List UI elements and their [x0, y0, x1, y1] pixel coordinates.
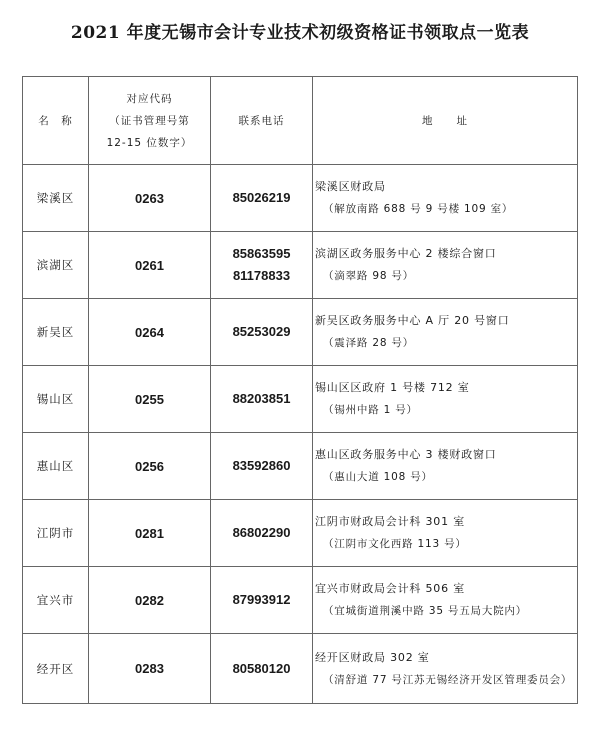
row-address-line2: （清舒道 77 号江苏无锡经济开发区管理委员会）	[323, 673, 573, 686]
row-name: 锡山区	[23, 366, 89, 433]
table-row	[23, 366, 578, 433]
table-row	[23, 299, 578, 366]
header-code	[89, 77, 211, 165]
row-address	[313, 567, 578, 634]
row-phone-1: 85253029	[232, 324, 291, 339]
row-address	[313, 232, 578, 299]
row-address	[313, 500, 578, 567]
row-address-line2: （宜城街道荆溪中路 35 号五局大院内）	[323, 605, 528, 617]
row-code: 0255	[89, 366, 211, 433]
row-address-line1: 锡山区区政府 1 号楼 712 室	[315, 381, 470, 394]
row-address-line2: （滴翠路 98 号）	[323, 270, 415, 282]
row-code: 0282	[89, 567, 211, 634]
row-address-line2: （江阴市文化西路 113 号）	[323, 538, 467, 550]
row-address-line2: （锡州中路 1 号）	[323, 404, 418, 416]
row-address	[313, 634, 578, 704]
row-address-line1: 新吴区政务服务中心 A 厅 20 号窗口	[315, 314, 510, 327]
row-name: 江阴市	[23, 500, 89, 567]
row-phone-1: 86802290	[232, 525, 291, 540]
document-title: 2021 年度无锡市会计专业技术初级资格证书领取点一览表	[70, 23, 530, 43]
row-code: 0264	[89, 299, 211, 366]
row-code: 0263	[89, 165, 211, 232]
row-address-line2: （震泽路 28 号）	[323, 337, 415, 349]
pickup-points-table	[22, 76, 578, 704]
row-phone	[211, 366, 313, 433]
row-address-line1: 惠山区政务服务中心 3 楼财政窗口	[315, 448, 497, 461]
row-address-line1: 江阴市财政局会计科 301 室	[315, 515, 465, 528]
header-code-line1: 对应代码	[126, 92, 173, 105]
row-phone	[211, 567, 313, 634]
row-phone	[211, 634, 313, 704]
row-code: 0283	[89, 634, 211, 704]
table-row	[23, 433, 578, 500]
row-address	[313, 366, 578, 433]
row-address-line2: （解放南路 688 号 9 号楼 109 室）	[323, 203, 514, 215]
row-name: 经开区	[23, 634, 89, 704]
row-address	[313, 299, 578, 366]
row-address-line1: 滨湖区政务服务中心 2 楼综合窗口	[315, 247, 497, 260]
header-code-line3: 12-15 位数字）	[106, 136, 193, 149]
table-row	[23, 634, 578, 704]
row-name: 梁溪区	[23, 165, 89, 232]
header-name: 名 称	[23, 77, 89, 165]
row-phone	[211, 165, 313, 232]
row-phone-1: 87993912	[232, 592, 291, 607]
header-phone: 联系电话	[211, 77, 313, 165]
row-address-line1: 宜兴市财政局会计科 506 室	[315, 582, 465, 595]
table-row	[23, 165, 578, 232]
row-name: 新吴区	[23, 299, 89, 366]
row-phone	[211, 500, 313, 567]
row-phone	[211, 299, 313, 366]
table-row	[23, 567, 578, 634]
row-phone	[211, 232, 313, 299]
row-code: 0281	[89, 500, 211, 567]
row-phone-2: 81178833	[232, 268, 291, 283]
row-code: 0261	[89, 232, 211, 299]
row-phone-1: 85026219	[232, 190, 291, 205]
header-code-line2: （证书管理号第	[109, 114, 190, 127]
row-phone	[211, 433, 313, 500]
table-header-row	[23, 77, 578, 165]
row-phone-1: 83592860	[232, 458, 291, 473]
row-address-line1: 梁溪区财政局	[315, 180, 386, 193]
row-code: 0256	[89, 433, 211, 500]
row-phone-1: 85863595	[232, 246, 291, 261]
header-address: 地 址	[313, 77, 578, 165]
row-name: 滨湖区	[23, 232, 89, 299]
row-name: 惠山区	[23, 433, 89, 500]
table-row	[23, 232, 578, 299]
row-phone-1: 80580120	[232, 660, 291, 676]
row-address-line1: 经开区财政局 302 室	[315, 650, 430, 664]
row-address	[313, 433, 578, 500]
table-row	[23, 500, 578, 567]
row-name: 宜兴市	[23, 567, 89, 634]
row-phone-1: 88203851	[232, 391, 291, 406]
row-address	[313, 165, 578, 232]
row-address-line2: （惠山大道 108 号）	[323, 471, 433, 483]
